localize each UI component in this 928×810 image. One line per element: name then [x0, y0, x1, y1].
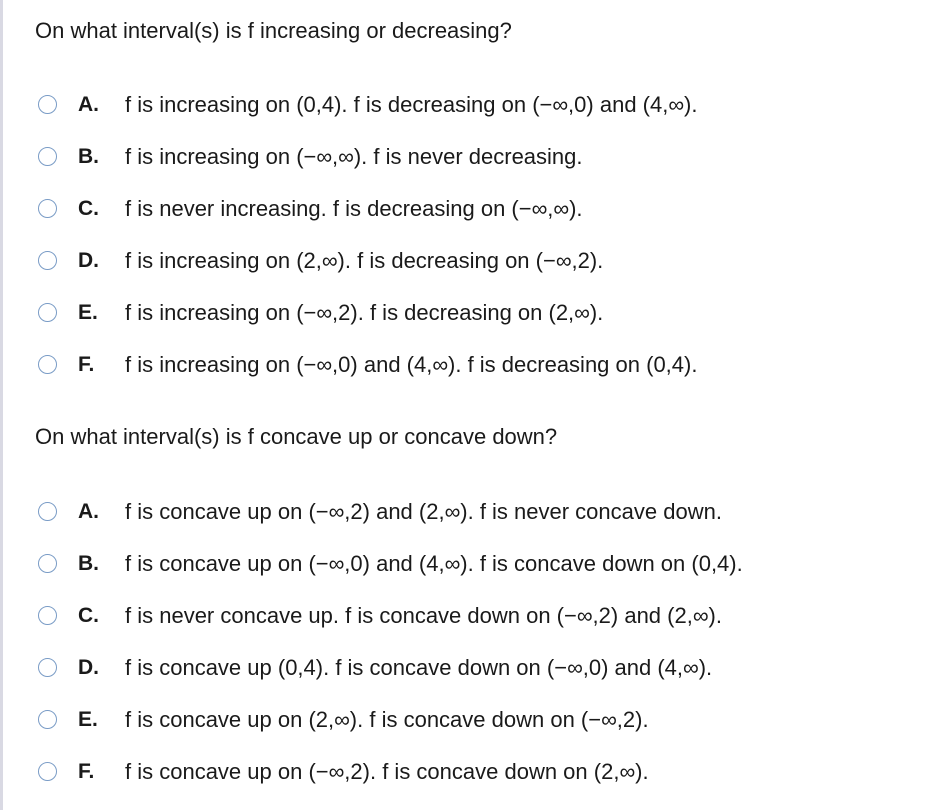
radio-button-1a[interactable]: [38, 95, 57, 114]
option-text: f is increasing on (0,4). f is decreasing on (−∞,0) and (4,∞).: [125, 92, 698, 117]
radio-button-2e[interactable]: [38, 710, 57, 729]
option-text: f is never concave up. f is concave down on (−∞,2) and (2,∞).: [125, 603, 722, 628]
option-letter: B.: [78, 552, 99, 575]
option-letter: D.: [78, 249, 99, 272]
option-1f[interactable]: [38, 351, 697, 403]
radio-button-1c[interactable]: [38, 199, 57, 218]
option-2a[interactable]: [38, 498, 743, 550]
option-2e[interactable]: [38, 706, 743, 758]
option-2d[interactable]: [38, 654, 743, 706]
option-text: f is increasing on (−∞,∞). f is never decreasing.: [125, 144, 583, 169]
option-text: f is concave up on (−∞,2) and (2,∞). f is never concave down.: [125, 499, 722, 524]
option-letter: D.: [78, 656, 99, 679]
option-text: f is concave up on (−∞,2). f is concave down on (2,∞).: [125, 759, 649, 784]
option-letter: F.: [78, 353, 95, 376]
option-2c[interactable]: [38, 602, 743, 654]
option-letter: A.: [78, 500, 99, 523]
option-letter: C.: [78, 604, 99, 627]
option-text: f is concave up on (−∞,0) and (4,∞). f is concave down on (0,4).: [125, 551, 743, 576]
options-concavity: [38, 498, 743, 810]
radio-button-1b[interactable]: [38, 147, 57, 166]
option-1a[interactable]: [38, 91, 697, 143]
radio-button-1f[interactable]: [38, 355, 57, 374]
options-increasing-decreasing: [38, 91, 697, 403]
option-letter: E.: [78, 301, 98, 324]
option-1b[interactable]: [38, 143, 697, 195]
option-letter: F.: [78, 760, 95, 783]
radio-button-2c[interactable]: [38, 606, 57, 625]
option-1e[interactable]: [38, 299, 697, 351]
option-text: f is concave up (0,4). f is concave down on (−∞,0) and (4,∞).: [125, 655, 713, 680]
radio-button-2a[interactable]: [38, 502, 57, 521]
option-text: f is increasing on (−∞,0) and (4,∞). f is decreasing on (0,4).: [125, 352, 698, 377]
left-border: [0, 0, 3, 810]
option-text: f is never increasing. f is decreasing on (−∞,∞).: [125, 196, 583, 221]
option-text: f is increasing on (−∞,2). f is decreasing on (2,∞).: [125, 300, 604, 325]
radio-button-2f[interactable]: [38, 762, 57, 781]
radio-button-1d[interactable]: [38, 251, 57, 270]
option-1d[interactable]: [38, 247, 697, 299]
option-letter: C.: [78, 197, 99, 220]
radio-button-2b[interactable]: [38, 554, 57, 573]
question-concavity: On what interval(s) is f concave up or concave down?: [35, 424, 558, 449]
option-letter: A.: [78, 93, 99, 116]
option-2f[interactable]: [38, 758, 743, 810]
option-letter: E.: [78, 708, 98, 731]
option-2b[interactable]: [38, 550, 743, 602]
question-increasing-decreasing: On what interval(s) is f increasing or decreasing?: [35, 18, 512, 43]
option-1c[interactable]: [38, 195, 697, 247]
option-text: f is increasing on (2,∞). f is decreasing on (−∞,2).: [125, 248, 604, 273]
radio-button-1e[interactable]: [38, 303, 57, 322]
option-letter: B.: [78, 145, 99, 168]
option-text: f is concave up on (2,∞). f is concave down on (−∞,2).: [125, 707, 649, 732]
radio-button-2d[interactable]: [38, 658, 57, 677]
